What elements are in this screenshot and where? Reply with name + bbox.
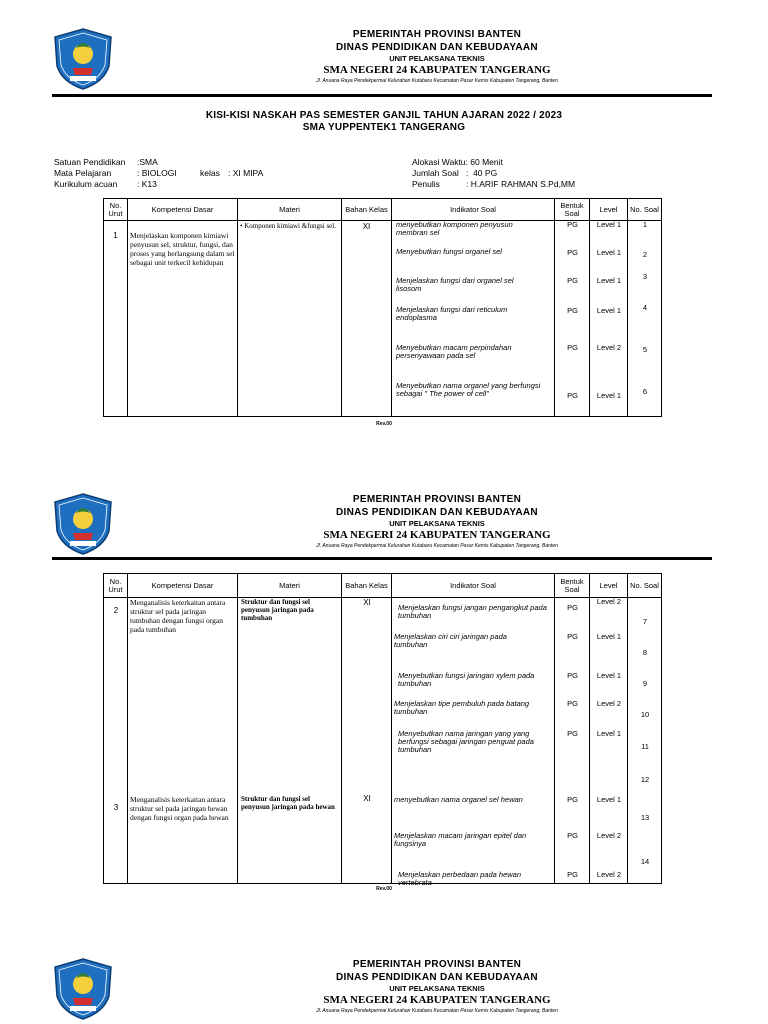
- meta-satuan-label: Satuan Pendidikan: [54, 157, 126, 167]
- kompetensi-dasar: Menjelaskan komponen kimiawi penyusun sel, struktur, fungsi, dan proses yang berlangsung dalam sel sebagai unit terkecil kehidupan: [128, 221, 238, 417]
- meta-kurikulum-value: : K13: [137, 179, 157, 189]
- doc-title-line2: SMA YUPPENTEK1 TANGERANG: [302, 122, 466, 133]
- table-row: [104, 221, 662, 417]
- no-soal-cell: [628, 598, 662, 884]
- no-soal: 9: [642, 679, 648, 688]
- no-soal: 5: [642, 345, 648, 354]
- school-name: SMA NEGERI 24 KABUPATEN TANGERANG: [323, 994, 551, 1006]
- meta-penulis-label: Penulis: [412, 179, 440, 189]
- letterhead-rule: [52, 94, 712, 97]
- bentuk-soal: PG: [567, 603, 578, 612]
- bahan-kelas-cell: [342, 598, 392, 884]
- dept-line: DINAS PENDIDIKAN DAN KEBUDAYAAN: [336, 972, 538, 983]
- level-value: Level 1: [596, 671, 622, 680]
- meta-mapel-label: Mata Pelajaran: [54, 168, 112, 178]
- header-bahan-kelas: Bahan Kelas: [342, 199, 392, 221]
- materi: • Komponen kimiawi &fungsi sel.: [238, 221, 342, 417]
- gov-line: PEMERINTAH PROVINSI BANTEN: [352, 494, 522, 505]
- letterhead-rule: [52, 557, 712, 560]
- bentuk-soal-cell: [555, 221, 590, 417]
- row-number-cell: [104, 598, 128, 884]
- header-bentuk-soal: Bentuk Soal: [555, 199, 590, 221]
- indikator-item: Menyebutkan fungsi jaringan xylem pada tumbuhan: [398, 671, 535, 688]
- no-soal: 3: [642, 272, 648, 281]
- materi: Struktur dan fungsi sel penyusun jaringan pada hewan: [241, 795, 335, 811]
- no-soal: 12: [640, 775, 650, 784]
- header-materi: Materi: [238, 199, 342, 221]
- indikator-item: Menyebutkan macam perpindahan persenyawaan pada sel: [396, 343, 512, 360]
- level-value: Level 1: [596, 306, 622, 315]
- level-value: Level 2: [596, 597, 622, 606]
- header-kompetensi: Kompetensi Dasar: [128, 199, 238, 221]
- bentuk-soal: PG: [567, 306, 578, 315]
- meta-mapel-value: : BIOLOGI: [137, 168, 177, 178]
- header-bahan-kelas: Bahan Kelas: [342, 574, 392, 598]
- indikator-item: Menjelaskan perbedaan pada hewan vertebrata: [398, 870, 522, 887]
- letterhead-page1: [52, 28, 712, 112]
- school-name: SMA NEGERI 24 KABUPATEN TANGERANG: [323, 64, 551, 76]
- no-soal: 4: [642, 303, 648, 312]
- materi-cell: [238, 598, 342, 884]
- level-value: Level 1: [596, 391, 622, 400]
- bentuk-soal: PG: [567, 343, 578, 352]
- no-soal: 1: [642, 220, 648, 229]
- bahan-kelas: XI: [363, 598, 371, 607]
- school-address: Jl. Anuana Raya Pendekpermai Kelurahan Kutabaru Kecamatan Pasar Kemis Kabupaten Tangerang, Banten: [316, 1008, 558, 1014]
- indikator-item: menyebutkan komponen penyusun membran sel: [396, 220, 513, 237]
- header-no-soal: No. Soal: [628, 199, 662, 221]
- school-address: Jl. Anuana Raya Pendekpermai Kelurahan Kutabaru Kecamatan Pasar Kemis Kabupaten Tangerang, Banten: [316, 543, 558, 549]
- no-soal: 10: [640, 710, 650, 719]
- indikator-item: menyebutkan nama organel sel hewan: [394, 795, 523, 804]
- level-value: Level 2: [596, 699, 622, 708]
- indikator-item: Menyebutkan nama organel yang berfungsi sebagai " The power of cell": [396, 381, 541, 398]
- no-soal: 7: [642, 617, 648, 626]
- header-no-urut: No. Urut: [104, 574, 128, 598]
- meta-kurikulum-label: Kurikulum acuan: [54, 179, 118, 189]
- level-value: Level 1: [596, 632, 622, 641]
- meta-penulis-value: : H.ARIF RAHMAN S.Pd,MM: [466, 179, 576, 189]
- kisi-table-page1: [103, 198, 662, 417]
- row-number: 3: [113, 803, 119, 812]
- indikator-item: Menyebutkan nama jaringan yang yang berfungsi sebagai jaringan penguat pada tumbuhan: [398, 729, 534, 754]
- kompetensi-cell: [128, 598, 238, 884]
- school-name: SMA NEGERI 24 KABUPATEN TANGERANG: [323, 529, 551, 541]
- bentuk-soal: PG: [567, 699, 578, 708]
- level-value: Level 1: [596, 220, 622, 229]
- unit-line: UNIT PELAKSANA TEKNIS: [389, 519, 485, 528]
- meta-jumlah-value: : 40 PG: [466, 168, 498, 178]
- no-soal: 11: [641, 742, 649, 751]
- no-soal: 13: [640, 813, 650, 822]
- header-no-urut: No. Urut: [104, 199, 128, 221]
- bentuk-soal: PG: [567, 391, 578, 400]
- header-indikator: Indikator Soal: [392, 574, 555, 598]
- revision-label: Rev.00: [376, 421, 392, 427]
- level-value: Level 1: [596, 276, 622, 285]
- kisi-table-page2: [103, 573, 662, 887]
- bentuk-soal: PG: [567, 795, 578, 804]
- level-value: Level 2: [596, 870, 622, 879]
- bentuk-soal: PG: [567, 831, 578, 840]
- letterhead-page3: [52, 958, 712, 1024]
- school-logo: [52, 493, 114, 555]
- bentuk-soal: PG: [567, 220, 578, 229]
- no-soal: 14: [640, 857, 650, 866]
- revision-label: Rev.00: [376, 886, 392, 892]
- meta-alokasi: Alokasi Waktu: 60 Menit: [412, 157, 503, 167]
- indikator-item: Menjelaskan fungsi jangan pengangkut pada tumbuhan: [398, 603, 547, 620]
- indikator-item: Menjelaskan ciri ciri jaringan pada tumbuhan: [394, 632, 507, 649]
- level-value: Level 2: [596, 343, 622, 352]
- dept-line: DINAS PENDIDIKAN DAN KEBUDAYAAN: [336, 507, 538, 518]
- header-bentuk-soal: Bentuk Soal: [555, 574, 590, 598]
- row-number: 2: [113, 606, 119, 615]
- kompetensi-dasar: Menganalisis keterkaitan antara struktur sel pada jaringan hewan dengan fungsi organ pada hewan: [130, 795, 229, 822]
- no-soal: 6: [642, 387, 648, 396]
- doc-title-line1: KISI-KISI NASKAH PAS SEMESTER GANJIL TAHUN AJARAN 2022 / 2023: [205, 110, 563, 121]
- bentuk-soal: PG: [567, 248, 578, 257]
- indikator-item: Menjelaskan fungsi dari organel sel lisosom: [396, 276, 514, 293]
- indikator-cell: [392, 598, 555, 887]
- level-value: Level 1: [596, 729, 622, 738]
- bahan-kelas: XI: [342, 221, 392, 417]
- bentuk-soal: PG: [567, 870, 578, 879]
- gov-line: PEMERINTAH PROVINSI BANTEN: [352, 959, 522, 970]
- bentuk-soal: PG: [567, 276, 578, 285]
- school-logo: [52, 958, 114, 1020]
- no-soal-cell: [628, 221, 662, 417]
- header-materi: Materi: [238, 574, 342, 598]
- meta-kelas-value: : XI MIPA: [228, 168, 264, 178]
- bentuk-soal: PG: [567, 671, 578, 680]
- indikator-item: Menjelaskan macam jaringan epitel dan fungsinya: [394, 831, 527, 848]
- header-indikator: Indikator Soal: [392, 199, 555, 221]
- level-value: Level 1: [596, 248, 622, 257]
- gov-line: PEMERINTAH PROVINSI BANTEN: [352, 29, 522, 40]
- meta-kelas-label: kelas: [200, 168, 220, 178]
- level-cell: [590, 598, 628, 884]
- level-value: Level 2: [596, 831, 622, 840]
- level-value: Level 1: [596, 795, 622, 804]
- bentuk-soal-cell: [555, 598, 590, 884]
- unit-line: UNIT PELAKSANA TEKNIS: [389, 984, 485, 993]
- row-number: 1: [104, 221, 128, 417]
- header-no-soal: No. Soal: [628, 574, 662, 598]
- school-address: Jl. Anuana Raya Pendekpermai Kelurahan Kutabaru Kecamatan Pasar Kemis Kabupaten Tangerang, Banten: [316, 78, 558, 84]
- unit-line: UNIT PELAKSANA TEKNIS: [389, 54, 485, 63]
- indikator-item: Menjelaskan tipe pembuluh pada batang tumbuhan: [394, 699, 530, 716]
- meta-satuan-value: :SMA: [137, 157, 158, 167]
- bentuk-soal: PG: [567, 632, 578, 641]
- no-soal: 8: [642, 648, 648, 657]
- header-level: Level: [590, 574, 628, 598]
- bahan-kelas: XI: [363, 794, 371, 803]
- indikator-item: Menyebutkan fungsi organel sel: [396, 247, 502, 256]
- letterhead-page2: [52, 493, 712, 577]
- meta-jumlah-label: Jumlah Soal: [412, 168, 459, 178]
- header-kompetensi: Kompetensi Dasar: [128, 574, 238, 598]
- kompetensi-dasar: Menganalisis keterkaitan antara struktur sel pada jaringan tumbuhan dengan fungsi organ pada tumbuhan: [130, 598, 226, 634]
- header-level: Level: [590, 199, 628, 221]
- no-soal: 2: [642, 250, 648, 259]
- school-logo: [52, 28, 114, 90]
- materi: Struktur dan fungsi sel penyusun jaringan pada tumbuhan: [241, 598, 314, 622]
- level-cell: [590, 221, 628, 417]
- indikator-item: Menjelaskan fungsi dari reticulum endoplasma: [396, 305, 508, 322]
- table-row: [104, 598, 662, 884]
- dept-line: DINAS PENDIDIKAN DAN KEBUDAYAAN: [336, 42, 538, 53]
- bentuk-soal: PG: [567, 729, 578, 738]
- indikator-cell: [392, 221, 555, 417]
